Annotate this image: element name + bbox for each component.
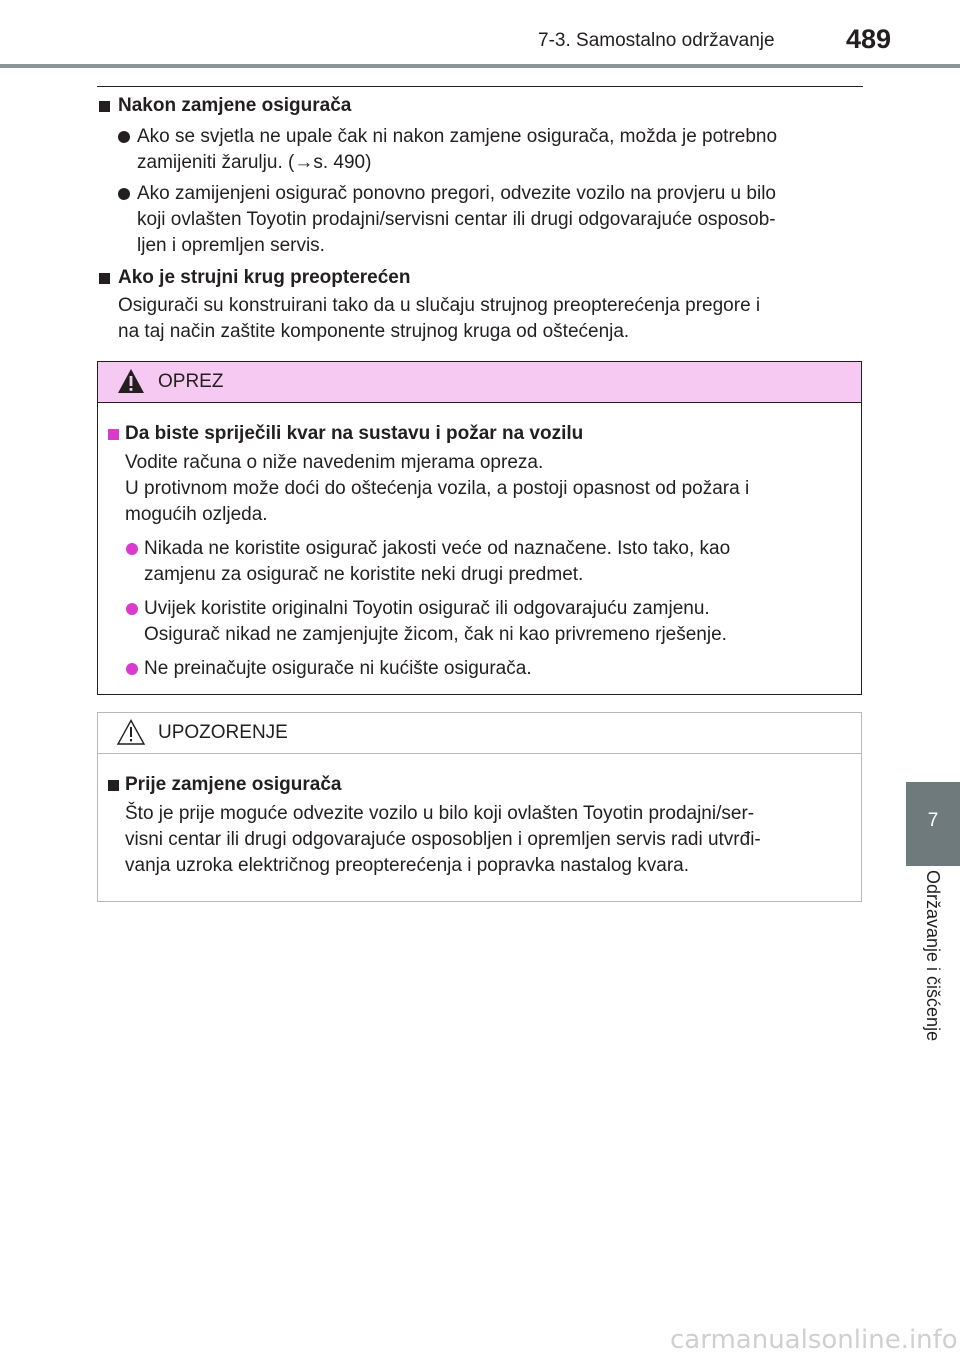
warning-label: UPOZORENJE xyxy=(158,722,288,743)
text-line: Ne preinačujte osigurače ni kućište osigurača. xyxy=(144,658,532,679)
list-item xyxy=(97,124,862,176)
main-content xyxy=(97,93,862,345)
page-number: 489 xyxy=(846,24,892,54)
text-line: Što je prije moguće odvezite vozilo u bilo koji ovlašten Toyotin prodajni/ser- xyxy=(125,803,755,824)
section-heading: Ako je strujni krug preopterećen xyxy=(97,265,862,291)
text-line: zamjenu za osigurač ne koristite neki drugi predmet. xyxy=(144,564,584,585)
chapter-number: 7 xyxy=(927,810,939,831)
text-line: na taj način zaštite komponente strujnog kruga od oštećenja. xyxy=(118,321,630,342)
text-line: zamijeniti žarulju. (→s. 490) xyxy=(137,152,372,173)
paragraph xyxy=(97,293,862,345)
list-item xyxy=(106,536,853,588)
warning-heading: Prije zamjene osigurača xyxy=(106,772,853,798)
caution-header xyxy=(98,362,861,403)
text-line: mogućih ozljeda. xyxy=(125,504,268,525)
caution-label: OPREZ xyxy=(158,371,224,392)
paragraph xyxy=(106,801,853,879)
warning-box xyxy=(97,712,862,902)
section-heading: Nakon zamjene osigurača xyxy=(97,93,862,119)
round-bullet-icon xyxy=(118,131,130,143)
text-line: Uvijek koristite originalni Toyotin osigurač ili odgovarajuću zamjenu. xyxy=(144,598,710,619)
warning-triangle-icon xyxy=(116,367,146,395)
content-top-rule xyxy=(97,86,863,87)
text-line: vanja uzroka električnog preopterećenja i popravka nastalog kvara. xyxy=(125,855,689,876)
text-line: Nikada ne koristite osigurač jakosti veće od naznačene. Isto tako, kao xyxy=(144,538,731,559)
list-item xyxy=(106,596,853,648)
text-line: visni centar ili drugi odgovarajuće osposobljen i opremljen servis radi utvrđi- xyxy=(125,829,761,850)
caution-heading: Da biste spriječili kvar na sustavu i požar na vozilu xyxy=(106,421,853,447)
chapter-tab xyxy=(906,782,960,866)
paragraph xyxy=(106,450,853,528)
header-rule xyxy=(0,64,960,68)
caution-body xyxy=(98,403,861,682)
square-bullet-icon xyxy=(108,780,119,791)
list-item xyxy=(106,656,853,682)
chapter-title-wrap xyxy=(906,870,960,1080)
round-bullet-icon xyxy=(126,603,138,615)
text-line: U protivnom može doći do oštećenja vozila, a postoji opasnost od požara i xyxy=(125,478,750,499)
watermark: carmanualsonline.info xyxy=(670,1325,958,1355)
square-bullet-icon xyxy=(99,273,110,284)
list-item xyxy=(97,181,862,259)
text-line: Ako zamijenjeni osigurač ponovno pregori, odvezite vozilo na provjeru u bilo xyxy=(137,183,776,204)
warning-triangle-outline-icon xyxy=(116,718,146,746)
warning-body xyxy=(98,754,861,879)
square-bullet-icon xyxy=(108,429,119,440)
text-line: ljen i opremljen servis. xyxy=(137,235,325,256)
caution-box xyxy=(97,361,862,695)
chapter-title: Održavanje i čišćenje xyxy=(923,870,943,1042)
text-line: Osigurač nikad ne zamjenjujte žicom, čak ni kao privremeno rješenje. xyxy=(144,624,727,645)
text-line: Vodite računa o niže navedenim mjerama opreza. xyxy=(125,452,544,473)
warning-header xyxy=(98,713,861,754)
text-line: Ako se svjetla ne upale čak ni nakon zamjene osigurača, možda je potrebno xyxy=(137,126,778,147)
text-line: koji ovlašten Toyotin prodajni/servisni centar ili drugi odgovarajuće osposob- xyxy=(137,209,776,230)
text-line: Osigurači su konstruirani tako da u slučaju strujnog preopterećenja pregore i xyxy=(118,295,761,316)
round-bullet-icon xyxy=(118,188,130,200)
round-bullet-icon xyxy=(126,663,138,675)
square-bullet-icon xyxy=(99,101,110,112)
round-bullet-icon xyxy=(126,543,138,555)
section-title: 7-3. Samostalno održavanje xyxy=(538,30,775,51)
